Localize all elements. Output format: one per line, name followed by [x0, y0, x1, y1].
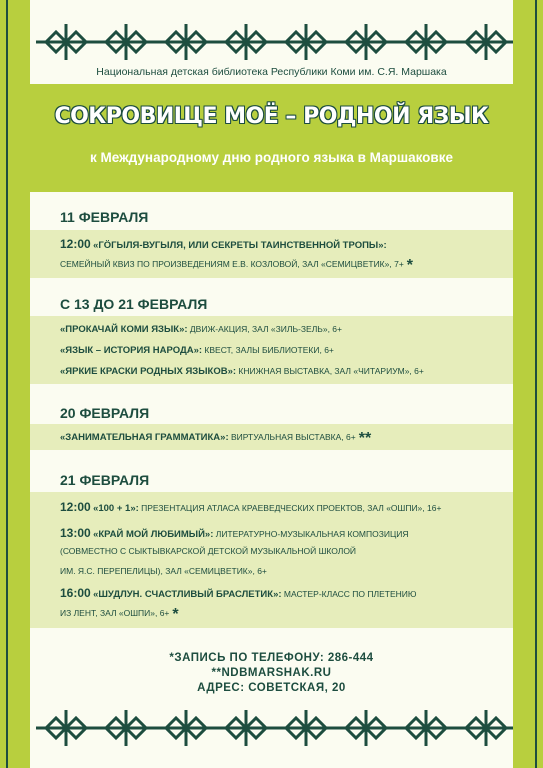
footer-address: АДРЕС: СОВЕТСКАЯ, 20 [197, 682, 346, 694]
event-line: «ЯЗЫК – ИСТОРИЯ НАРОДА»: КВЕСТ, ЗАЛЫ БИБЛИОТЕКИ, 6+ [60, 345, 334, 356]
poster-subtitle: к Международному дню родного языка в Маршаковке [90, 150, 453, 165]
date-heading-3: 20 ФЕВРАЛЯ [60, 405, 150, 421]
poster-title: СОКРОВИЩЕ МОЁ – РОДНОЙ ЯЗЫК [54, 104, 489, 129]
header-banner [30, 84, 513, 192]
event-line: (СОВМЕСТНО С СЫКТЫВКАРСКОЙ ДЕТСКОЙ МУЗЫКАЛЬНОЙ ШКОЛОЙ [60, 546, 357, 556]
ornament-motif [96, 24, 156, 60]
footer-phone: *ЗАПИСЬ ПО ТЕЛЕФОНУ: 286-444 [169, 652, 374, 664]
ornament-motif [276, 710, 336, 746]
ornament-motif [216, 710, 276, 746]
ornament-motif [36, 24, 96, 60]
date-heading-1: 11 ФЕВРАЛЯ [60, 209, 149, 225]
ornament-motif [276, 24, 336, 60]
event-line: СЕМЕЙНЫЙ КВИЗ ПО ПРОИЗВЕДЕНИЯМ Е.В. КОЗЛОВОЙ, ЗАЛ «СЕМИЦВЕТИК», 7+ * [60, 257, 414, 274]
right-border-line [535, 0, 537, 768]
ornament-motif [156, 24, 216, 60]
ornament-motif [396, 710, 456, 746]
event-line: «ЗАНИМАТЕЛЬНАЯ ГРАММАТИКА»: ВИРТУАЛЬНАЯ ВЫСТАВКА, 6+ ** [60, 430, 372, 447]
date-heading-2: С 13 ДО 21 ФЕВРАЛЯ [60, 296, 208, 312]
top-ornament [30, 22, 513, 62]
ornament-motif [336, 710, 396, 746]
event-line: 12:00 «ГÖГЫЛЯ-ВУГЫЛЯ, ИЛИ СЕКРЕТЫ ТАИНСТВЕННОЙ ТРОПЫ»: [60, 237, 387, 251]
ornament-motif [456, 24, 513, 60]
bottom-ornament [30, 708, 513, 748]
organization-name: Национальная детская библиотека Республики Коми им. С.Я. Маршака [96, 66, 447, 78]
date-heading-4: 21 ФЕВРАЛЯ [60, 472, 150, 488]
ornament-motif [96, 710, 156, 746]
ornament-motif [156, 710, 216, 746]
event-line: ИМ. Я.С. ПЕРЕПЕЛИЦЫ), ЗАЛ «СЕМИЦВЕТИК», 6+ [60, 566, 267, 576]
event-line: «ЯРКИЕ КРАСКИ РОДНЫХ ЯЗЫКОВ»: КНИЖНАЯ ВЫСТАВКА, ЗАЛ «ЧИТАРИУМ», 6+ [60, 366, 424, 377]
ornament-motif [216, 24, 276, 60]
ornament-motif [36, 710, 96, 746]
poster-card [30, 0, 513, 768]
ornament-motif [396, 24, 456, 60]
event-line: ИЗ ЛЕНТ, ЗАЛ «ОШПИ», 6+ * [60, 606, 179, 623]
event-line: «ПРОКАЧАЙ КОМИ ЯЗЫК»: ДВИЖ-АКЦИЯ, ЗАЛ «ЗИЛЬ-ЗЕЛЬ», 6+ [60, 324, 342, 335]
event-line: 16:00 «ШУДЛУН. СЧАСТЛИВЫЙ БРАСЛЕТИК»: МАСТЕР-КЛАСС ПО ПЛЕТЕНИЮ [60, 586, 417, 600]
ornament-motif [336, 24, 396, 60]
left-border-line [6, 0, 8, 768]
event-line: 13:00 «КРАЙ МОЙ ЛЮБИМЫЙ»: ЛИТЕРАТУРНО-МУЗЫКАЛЬНАЯ КОМПОЗИЦИЯ [60, 526, 409, 540]
ornament-motif [456, 710, 513, 746]
event-line: 12:00 «100 + 1»: ПРЕЗЕНТАЦИЯ АТЛАСА КРАЕВЕДЧЕСКИХ ПРОЕКТОВ, ЗАЛ «ОШПИ», 16+ [60, 500, 442, 514]
footer-site: **NDBMARSHAK.RU [211, 667, 332, 679]
